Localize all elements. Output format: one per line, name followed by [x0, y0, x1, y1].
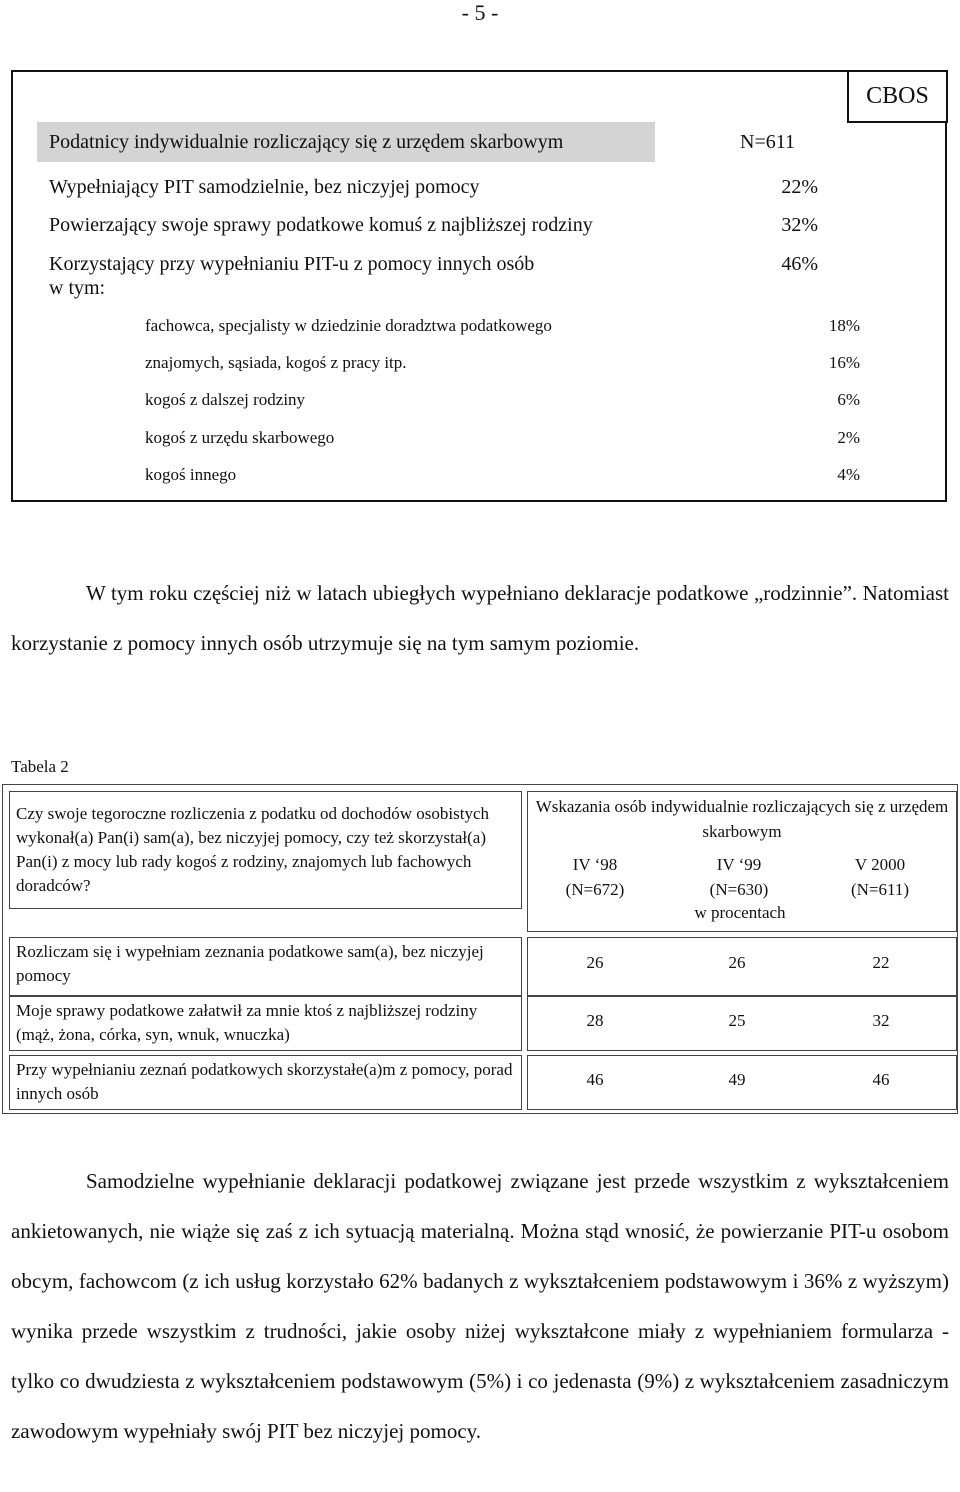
- table-value: 49: [728, 1070, 746, 1089]
- row-label-cell: Moje sprawy podatkowe załatwił za mnie ktoś z najbliższej rodziny (mąż, żona, córka, syn, wnuk, wnuczka): [9, 996, 522, 1051]
- subrow-value: 4%: [837, 465, 860, 484]
- subrow-label: fachowca, specjalisty w dziedzinie doradztwa podatkowego: [145, 316, 552, 335]
- unit-label: w procentach: [694, 903, 786, 922]
- column-period: IV ‘98: [572, 855, 618, 874]
- column-period: IV ‘99: [716, 855, 762, 874]
- table-value: 32: [872, 1011, 890, 1030]
- table-value: 22: [872, 953, 890, 972]
- subrow-value: 18%: [828, 316, 860, 335]
- row-value: 22%: [781, 176, 818, 198]
- sample-size: N=611: [740, 131, 795, 153]
- row-label: Powierzający swoje sprawy podatkowe komuś z najbliższej rodziny: [49, 214, 593, 236]
- subrow-label: znajomych, sąsiada, kogoś z pracy itp.: [145, 353, 407, 372]
- paragraph: Samodzielne wypełnianie deklaracji podatkowej związane jest przede wszystkim z wykształceniem ankietowanych, nie wiąże się zaś z ich sytuacją materialną. Można stąd wnosić, że powierzanie PIT-u osobom obcym, fachowcom (z ich usług korzystało 62% badanych z wykształceniem podstawowym i 36% z wyższym) wynika przede wszystkim z trudności, jakie osoby niżej wykształcone miały z wypełnianiem formularza - tylko co dwudziesta z wykształceniem podstawowym (5%) i co jedenasta (9%) z wykształceniem zasadniczym zawodowym wypełniały swój PIT bez niczyjej pomocy.: [11, 1169, 949, 1443]
- paragraph: W tym roku częściej niż w latach ubiegłych wypełniano deklaracje podatkowe „rodzinnie”. Natomiast korzystanie z pomocy innych osób utrzymuje się na tym samym poziomie.: [11, 581, 949, 655]
- w-tym-label: w tym:: [49, 277, 106, 299]
- source-label: CBOS: [847, 70, 948, 123]
- table-value: 25: [728, 1011, 746, 1030]
- subrow-label: kogoś z dalszej rodziny: [145, 390, 306, 409]
- table-label: Tabela 2: [11, 757, 69, 776]
- subrow-label: kogoś innego: [145, 465, 237, 484]
- row-label: Korzystający przy wypełnianiu PIT-u z pomocy innych osób: [49, 253, 535, 275]
- subrow-value: 2%: [837, 428, 860, 447]
- row-value: 46%: [781, 253, 818, 275]
- subrow-label: kogoś z urzędu skarbowego: [145, 428, 335, 447]
- row-label-cell: Przy wypełnianiu zeznań podatkowych skorzystałe(a)m z pomocy, porad innych osób: [9, 1055, 522, 1110]
- question-cell: Czy swoje tegoroczne rozliczenia z podatku od dochodów osobistych wykonał(a) Pan(i) sam(a), bez niczyjej pomocy, czy też skorzystał(a) Pan(i) z mocy lub rady kogoś z rodziny, znajomych lub fachowych doradców?: [9, 791, 522, 909]
- subrow-value: 6%: [837, 390, 860, 409]
- column-n: (N=630): [709, 880, 769, 899]
- column-n: (N=672): [565, 880, 625, 899]
- row-value: 32%: [781, 214, 818, 236]
- row-label: Wypełniający PIT samodzielnie, bez niczyjej pomocy: [49, 176, 480, 198]
- page-number: - 5 -: [461, 0, 499, 25]
- table-header: Wskazania osób indywidualnie rozliczających się z urzędem skarbowym: [535, 797, 949, 841]
- table-value: 46: [872, 1070, 890, 1089]
- table-value: 26: [728, 953, 746, 972]
- table-value: 46: [586, 1070, 604, 1089]
- column-period: V 2000: [854, 855, 906, 874]
- subrow-value: 16%: [828, 353, 860, 372]
- table-value: 26: [586, 953, 604, 972]
- column-n: (N=611): [850, 880, 910, 899]
- row-label-cell: Rozliczam się i wypełniam zeznania podatkowe sam(a), bez niczyjej pomocy: [9, 937, 522, 996]
- summary-header: Podatnicy indywidualnie rozliczający się z urzędem skarbowym: [37, 122, 655, 162]
- table-value: 28: [586, 1011, 604, 1030]
